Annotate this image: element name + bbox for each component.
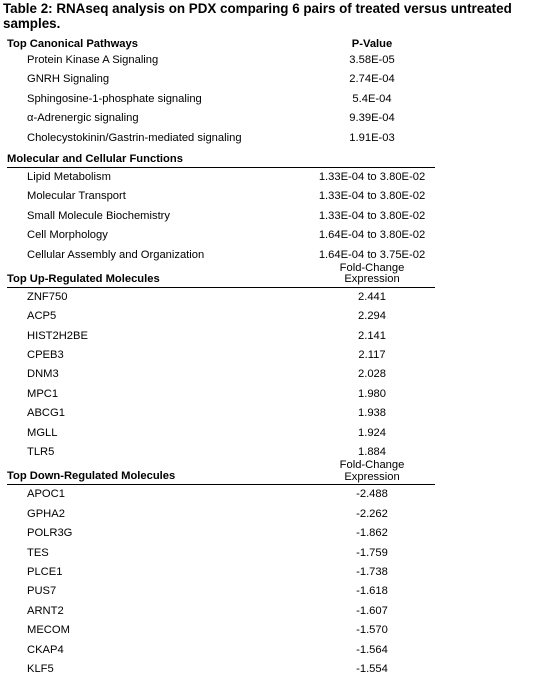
table-row <box>7 346 435 365</box>
table-row <box>7 621 435 640</box>
row-label: HIST2H2BE <box>27 329 88 342</box>
table-row <box>7 327 435 346</box>
row-value: -1.554 <box>356 662 388 675</box>
row-label: MPC1 <box>27 387 59 400</box>
row-value: 1.33E-04 to 3.80E-02 <box>318 170 426 183</box>
row-label: α-Adrenergic signaling <box>27 112 139 125</box>
section-header-down-regulated <box>7 459 435 485</box>
column-header-fold-change <box>312 263 432 286</box>
table-row <box>7 385 435 404</box>
row-value: 3.58E-05 <box>349 54 395 66</box>
row-label: ZNF750 <box>27 290 68 303</box>
row-label: ABCG1 <box>27 407 65 420</box>
row-label: GNRH Signaling <box>27 73 110 86</box>
row-label: CKAP4 <box>27 643 64 656</box>
row-label: Cellular Assembly and Organization <box>27 248 205 261</box>
row-value: -1.759 <box>356 546 388 559</box>
row-value: -1.607 <box>356 604 388 617</box>
table-row <box>7 404 435 423</box>
row-value: 2.141 <box>358 329 386 342</box>
column-header-line: Expression <box>344 470 400 483</box>
section-header-up-regulated <box>7 261 435 288</box>
table-row <box>7 365 435 384</box>
row-label: Sphingosine-1-phosphate signaling <box>27 92 202 105</box>
table-row <box>7 544 435 563</box>
section-header-molecular-functions <box>7 148 435 168</box>
table-row <box>7 307 435 326</box>
row-label: GPHA2 <box>27 507 65 520</box>
section-title: Top Down-Regulated Molecules <box>7 470 176 483</box>
table-row <box>7 70 435 89</box>
row-label: TLR5 <box>27 446 55 459</box>
section-header-canonical-pathways <box>7 36 435 51</box>
row-value: 1.938 <box>358 407 386 420</box>
row-value: -1.564 <box>356 643 388 656</box>
row-value: 9.39E-04 <box>349 112 395 125</box>
section-title: Top Canonical Pathways <box>7 38 138 50</box>
row-value: 2.441 <box>358 290 386 303</box>
row-label: Lipid Metabolism <box>27 170 111 183</box>
row-value: -1.862 <box>356 527 388 540</box>
row-value: 1.64E-04 to 3.75E-02 <box>318 248 426 261</box>
row-label: ACP5 <box>27 310 57 323</box>
row-label: MGLL <box>27 426 58 439</box>
table-row <box>7 505 435 524</box>
row-label: Molecular Transport <box>27 190 126 203</box>
row-label: PUS7 <box>27 585 57 598</box>
column-header-line: Expression <box>344 273 400 286</box>
table-row <box>7 207 435 226</box>
row-value: 2.74E-04 <box>349 73 395 86</box>
row-label: PLCE1 <box>27 565 63 578</box>
table-row <box>7 524 435 543</box>
section-title: Top Up-Regulated Molecules <box>7 272 160 285</box>
column-header-p-value: P-Value <box>351 38 393 50</box>
row-label: Cholecystokinin/Gastrin-mediated signaling <box>27 131 242 144</box>
row-label: CPEB3 <box>27 349 64 362</box>
row-value: 1.980 <box>358 387 386 400</box>
table-row <box>7 226 435 245</box>
table-row <box>7 129 435 148</box>
column-header-line: Fold-Change <box>339 261 405 274</box>
row-value: 1.924 <box>358 426 386 439</box>
column-header-line: Fold-Change <box>339 459 405 472</box>
table-row <box>7 660 435 679</box>
row-value: 1.91E-03 <box>349 131 395 144</box>
row-label: Cell Morphology <box>27 229 108 242</box>
row-value: 5.4E-04 <box>352 92 392 105</box>
row-label: Protein Kinase A Signaling <box>27 54 159 66</box>
row-value: 2.117 <box>358 349 386 362</box>
row-value: 1.884 <box>358 446 386 459</box>
row-value: -1.618 <box>356 585 388 598</box>
table-row <box>7 602 435 621</box>
table-row <box>7 563 435 582</box>
row-label: Small Molecule Biochemistry <box>27 209 170 222</box>
row-value: 1.33E-04 to 3.80E-02 <box>318 209 426 222</box>
row-label: POLR3G <box>27 527 73 540</box>
table-row <box>7 168 435 187</box>
table-row <box>7 109 435 128</box>
table-row <box>7 187 435 206</box>
table-row <box>7 485 435 504</box>
row-label: KLF5 <box>27 662 54 675</box>
row-value: -1.570 <box>356 624 388 637</box>
row-label: ARNT2 <box>27 604 64 617</box>
row-value: 2.028 <box>358 368 386 381</box>
table-row <box>7 582 435 601</box>
row-value: -2.488 <box>356 488 388 501</box>
row-value: -1.738 <box>356 565 388 578</box>
row-value: 2.294 <box>358 310 386 323</box>
table-row <box>7 90 435 109</box>
row-label: APOC1 <box>27 488 65 501</box>
column-header-fold-change <box>312 460 432 483</box>
row-label: TES <box>27 546 49 559</box>
row-value: -2.262 <box>356 507 388 520</box>
row-label: MECOM <box>27 624 70 637</box>
table-row <box>7 288 435 307</box>
table-row <box>7 51 435 70</box>
row-value: 1.64E-04 to 3.80E-02 <box>318 229 426 242</box>
table-caption: Table 2: RNAseq analysis on PDX comparing 6 pairs of treated versus untreated samples. <box>3 1 512 31</box>
table-row <box>7 641 435 660</box>
table-row <box>7 424 435 443</box>
row-label: DNM3 <box>27 368 59 381</box>
section-title: Molecular and Cellular Functions <box>7 152 183 165</box>
row-value: 1.33E-04 to 3.80E-02 <box>318 190 426 203</box>
results-table <box>7 36 435 679</box>
